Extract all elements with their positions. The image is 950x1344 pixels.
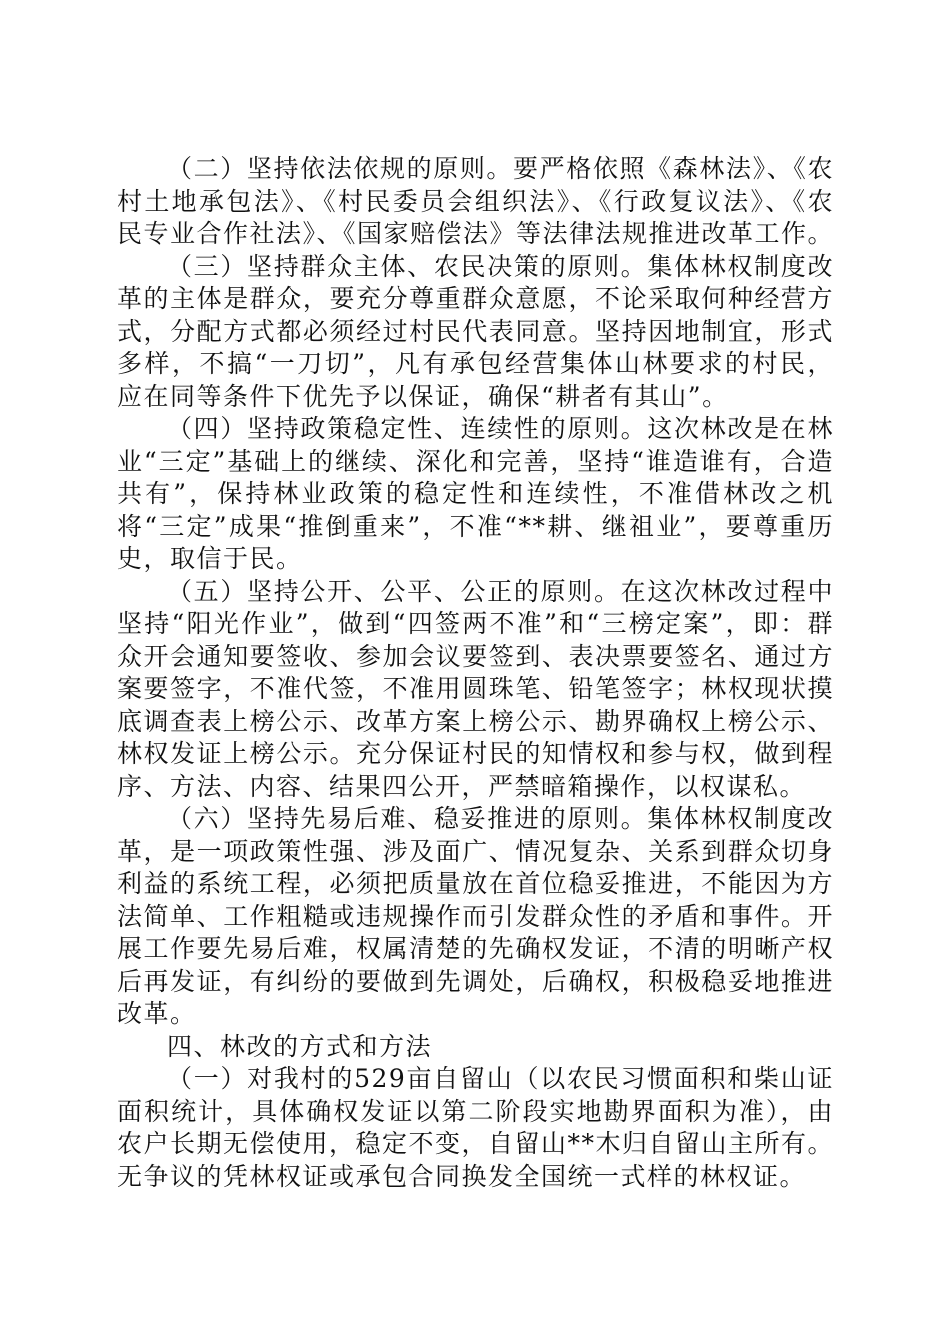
paragraph-principle-2: （二）坚持依法依规的原则。要严格依照《森林法》、《农村土地承包法》、《村民委员会组织法》、《行政复议法》、《农民专业合作社法》、《国家赔偿法》等法律法规推进改革工作。 [117,154,835,248]
paragraph-method-1: （一）对我村的529亩自留山（以农民习惯面积和柴山证面积统计，具体确权发证以第二阶段实地勘界面积为准），由农户长期无偿使用，稳定不变，自留山**木归自留山主所有。无争议的凭林权证或承包合同换发全国统一式样的林权证。 [117,1064,835,1191]
paragraph-principle-4: （四）坚持政策稳定性、连续性的原则。这次林改是在林业“三定”基础上的继续、深化和完善，坚持“谁造谁有，合造共有”，保持林业政策的稳定性和连续性，不准借林改之机将“三定”成果“推倒重来”，不准“**耕、继祖业”，要尊重历史，取信于民。 [117,414,834,573]
section-heading-4: 四、林改的方式和方法 [167,1031,433,1061]
document-body [117,153,834,1193]
paragraph-principle-3: （三）坚持群众主体、农民决策的原则。集体林权制度改革的主体是群众，要充分尊重群众意愿，不论采取何种经营方式，分配方式都必须经过村民代表同意。坚持因地制宜，形式多样，不搞“一刀切”，凡有承包经营集体山林要求的村民，应在同等条件下优先予以保证，确保“耕者有其山”。 [117,251,834,411]
paragraph-principle-5: （五）坚持公开、公平、公正的原则。在这次林改过程中坚持“阳光作业”，做到“四签两不准”和“三榜定案”，即：群众开会通知要签收、参加会议要签到、表决票要签名、通过方案要签字，不准代签，不准用圆珠笔、铅笔签字；林权现状摸底调查表上榜公示、改革方案上榜公示、勘界确权上榜公示、林权发证上榜公示。充分保证村民的知情权和参与权，做到程序、方法、内容、结果四公开，严禁暗箱操作，以权谋私。 [117,576,834,801]
paragraph-principle-6: （六）坚持先易后难、稳妥推进的原则。集体林权制度改革，是一项政策性强、涉及面广、情况复杂、关系到群众切身利益的系统工程，必须把质量放在首位稳妥推进，不能因为方法简单、工作粗糙或违规操作而引发群众性的矛盾和事件。开展工作要先易后难，权属清楚的先确权发证，不清的明晰产权后再发证，有纠纷的要做到先调处，后确权，积极稳妥地推进改革。 [117,804,834,1028]
